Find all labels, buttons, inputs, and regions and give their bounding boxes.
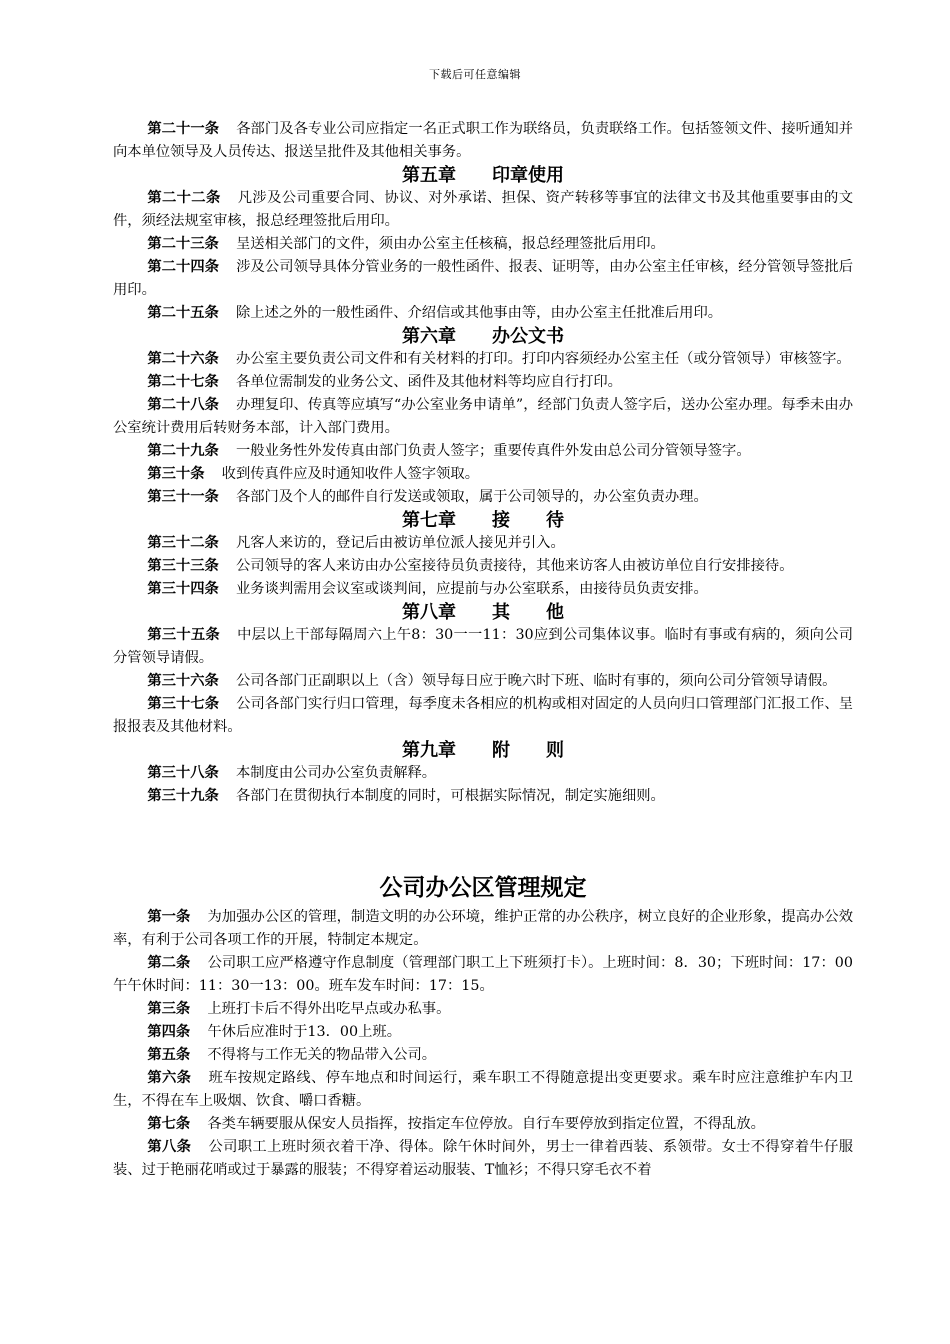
article-paragraph — [113, 785, 853, 808]
article-text: 为加强办公区的管理，制造文明的办公环境，维护正常的办公秩序，树立良好的企业形象，提高办公效率，有利于公司各项工作的开展，特制定本规定。 — [113, 909, 854, 948]
chapter-heading: 第七章 接 待 — [402, 510, 564, 531]
article-text: 公司职工应严格遵守作息制度（管理部门职工上下班须打卡）。上班时间：8．30；下班时间：17：00午午休时间：11：30一13：00。班车发车时间：17：15。 — [113, 955, 853, 994]
article-paragraph — [113, 1136, 853, 1182]
article-text: 班车按规定路线、停车地点和时间运行，乘车职工不得随意提出变更要求。乘车时应注意维护车内卫生，不得在车上吸烟、饮食、嚼口香糖。 — [113, 1070, 854, 1109]
article-text: 业务谈判需用会议室或谈判间，应提前与办公室联系，由接待员负责安排。 — [235, 581, 708, 597]
article-number: 第六条 — [147, 1070, 192, 1086]
chapter-heading: 第九章 附 则 — [402, 740, 564, 761]
article-number: 第二十八条 — [147, 397, 219, 413]
article-paragraph — [113, 952, 853, 998]
article-text: 涉及公司领导具体分管业务的一般性函件、报表、证明等，由办公室主任审核，经分管领导签批后用印。 — [113, 259, 854, 298]
article-number: 第三十四条 — [147, 581, 219, 597]
article-paragraph — [113, 1021, 853, 1044]
article-text: 除上述之外的一般性函件、介绍信或其他事由等，由办公室主任批准后用印。 — [235, 305, 723, 321]
article-number: 第二十六条 — [147, 351, 219, 367]
article-text: 各部门及个人的邮件自行发送或领取，属于公司领导的，办公室负责办理。 — [235, 489, 708, 505]
article-number: 第二十五条 — [147, 305, 219, 321]
article-paragraph — [113, 555, 853, 578]
article-number: 第三条 — [147, 1001, 191, 1017]
article-number: 第八条 — [147, 1139, 192, 1155]
article-text: 不得将与工作无关的物品带入公司。 — [207, 1047, 437, 1063]
article-paragraph — [113, 670, 853, 693]
article-paragraph — [113, 1044, 853, 1067]
article-number: 第三十二条 — [147, 535, 219, 551]
article-paragraph — [113, 693, 853, 739]
article-text: 各单位需制发的业务公文、函件及其他材料等均应自行打印。 — [235, 374, 622, 390]
article-number: 第三十条 — [147, 466, 205, 482]
article-number: 第三十一条 — [147, 489, 219, 505]
regulation-section-2 — [113, 906, 853, 1182]
article-text: 收到传真件应及时通知收件人签字领取。 — [221, 466, 479, 482]
article-text: 午休后应准时于13．00上班。 — [207, 1024, 402, 1040]
article-text: 公司各部门实行归口管理，每季度未各相应的机构或相对固定的人员向归口管理部门汇报工作、呈报报表及其他材料。 — [113, 696, 854, 735]
article-paragraph — [113, 256, 853, 302]
article-text: 一般业务性外发传真由部门负责人签字；重要传真件外发由总公司分管领导签字。 — [235, 443, 751, 459]
article-paragraph — [113, 371, 853, 394]
article-paragraph — [113, 486, 853, 509]
article-number: 第四条 — [147, 1024, 191, 1040]
article-number: 第三十九条 — [147, 788, 219, 804]
page-header: 下载后可任意编辑 — [429, 68, 521, 81]
article-number: 第二十一条 — [147, 121, 220, 137]
regulation-section-1 — [113, 118, 853, 808]
article-paragraph — [113, 578, 853, 601]
article-text: 各部门及各专业公司应指定一名正式职工作为联络员，负责联络工作。包括签领文件、接听通知并向本单位领导及人员传达、报送呈批件及其他相关事务。 — [113, 121, 854, 160]
article-text: 各类车辆要服从保安人员指挥，按指定车位停放。自行车要停放到指定位置，不得乱放。 — [207, 1116, 765, 1132]
article-number: 第三十八条 — [147, 765, 219, 781]
article-text: 凡客人来访的，登记后由被访单位派人接见并引入。 — [235, 535, 565, 551]
article-number: 第二十三条 — [147, 236, 219, 252]
article-paragraph — [113, 1113, 853, 1136]
article-text: 办理复印、传真等应填写“办公室业务申请单”，经部门负责人签字后，送办公室办理。每季未由办公室统计费用后转财务本部，计入部门费用。 — [113, 397, 853, 436]
article-text: 公司职工上班时须衣着干净、得体。除午休时间外，男士一律着西装、系领带。女士不得穿着牛仔服装、过于艳丽花哨或过于暴露的服装；不得穿着运动服装、T恤衫；不得只穿毛衣不着 — [113, 1139, 854, 1178]
article-number: 第五条 — [147, 1047, 191, 1063]
article-paragraph — [113, 187, 853, 233]
article-number: 第二十二条 — [147, 190, 221, 206]
article-paragraph — [113, 906, 853, 952]
article-paragraph — [113, 463, 853, 486]
article-paragraph — [113, 998, 853, 1021]
chapter-heading: 第五章 印章使用 — [402, 165, 564, 186]
article-paragraph — [113, 302, 853, 325]
article-text: 上班打卡后不得外出吃早点或办私事。 — [207, 1001, 451, 1017]
article-paragraph — [113, 348, 853, 371]
article-paragraph — [113, 118, 853, 164]
article-number: 第三十六条 — [147, 673, 219, 689]
article-paragraph — [113, 233, 853, 256]
chapter-heading: 第六章 办公文书 — [402, 326, 564, 347]
article-number: 第二十九条 — [147, 443, 219, 459]
article-paragraph — [113, 440, 853, 463]
article-text: 呈送相关部门的文件，须由办公室主任核稿，报总经理签批后用印。 — [235, 236, 665, 252]
article-text: 中层以上干部每隔周六上午8：30一一11：30应到公司集体议事。临时有事或有病的，须向公司分管领导请假。 — [113, 627, 854, 666]
article-text: 凡涉及公司重要合同、协议、对外承诺、担保、资产转移等事宜的法律文书及其他重要事由的文件，须经法规室审核，报总经理签批后用印。 — [113, 190, 854, 229]
article-text: 公司各部门正副职以上（含）领导每日应于晚六时下班、临时有事的，须向公司分管领导请假。 — [235, 673, 837, 689]
article-number: 第三十三条 — [147, 558, 219, 574]
article-paragraph — [113, 394, 853, 440]
article-paragraph — [113, 532, 853, 555]
document-body — [113, 118, 853, 1182]
article-paragraph — [113, 624, 853, 670]
article-text: 办公室主要负责公司文件和有关材料的打印。打印内容须经办公室主任（或分管领导）审核签字。 — [235, 351, 851, 367]
article-number: 第三十七条 — [147, 696, 220, 712]
chapter-heading: 第八章 其 他 — [402, 602, 564, 623]
article-number: 第二十七条 — [147, 374, 219, 390]
article-number: 第七条 — [147, 1116, 191, 1132]
article-number: 第三十五条 — [147, 627, 220, 643]
article-paragraph — [113, 1067, 853, 1113]
article-number: 第一条 — [147, 909, 191, 925]
article-text: 各部门在贯彻执行本制度的同时，可根据实际情况，制定实施细则。 — [235, 788, 665, 804]
article-paragraph — [113, 762, 853, 785]
article-number: 第二条 — [147, 955, 191, 971]
article-text: 本制度由公司办公室负责解释。 — [235, 765, 437, 781]
document-title: 公司办公区管理规定 — [379, 874, 587, 901]
article-text: 公司领导的客人来访由办公室接待员负责接待，其他来访客人由被访单位自行安排接待。 — [235, 558, 794, 574]
article-number: 第二十四条 — [147, 259, 220, 275]
